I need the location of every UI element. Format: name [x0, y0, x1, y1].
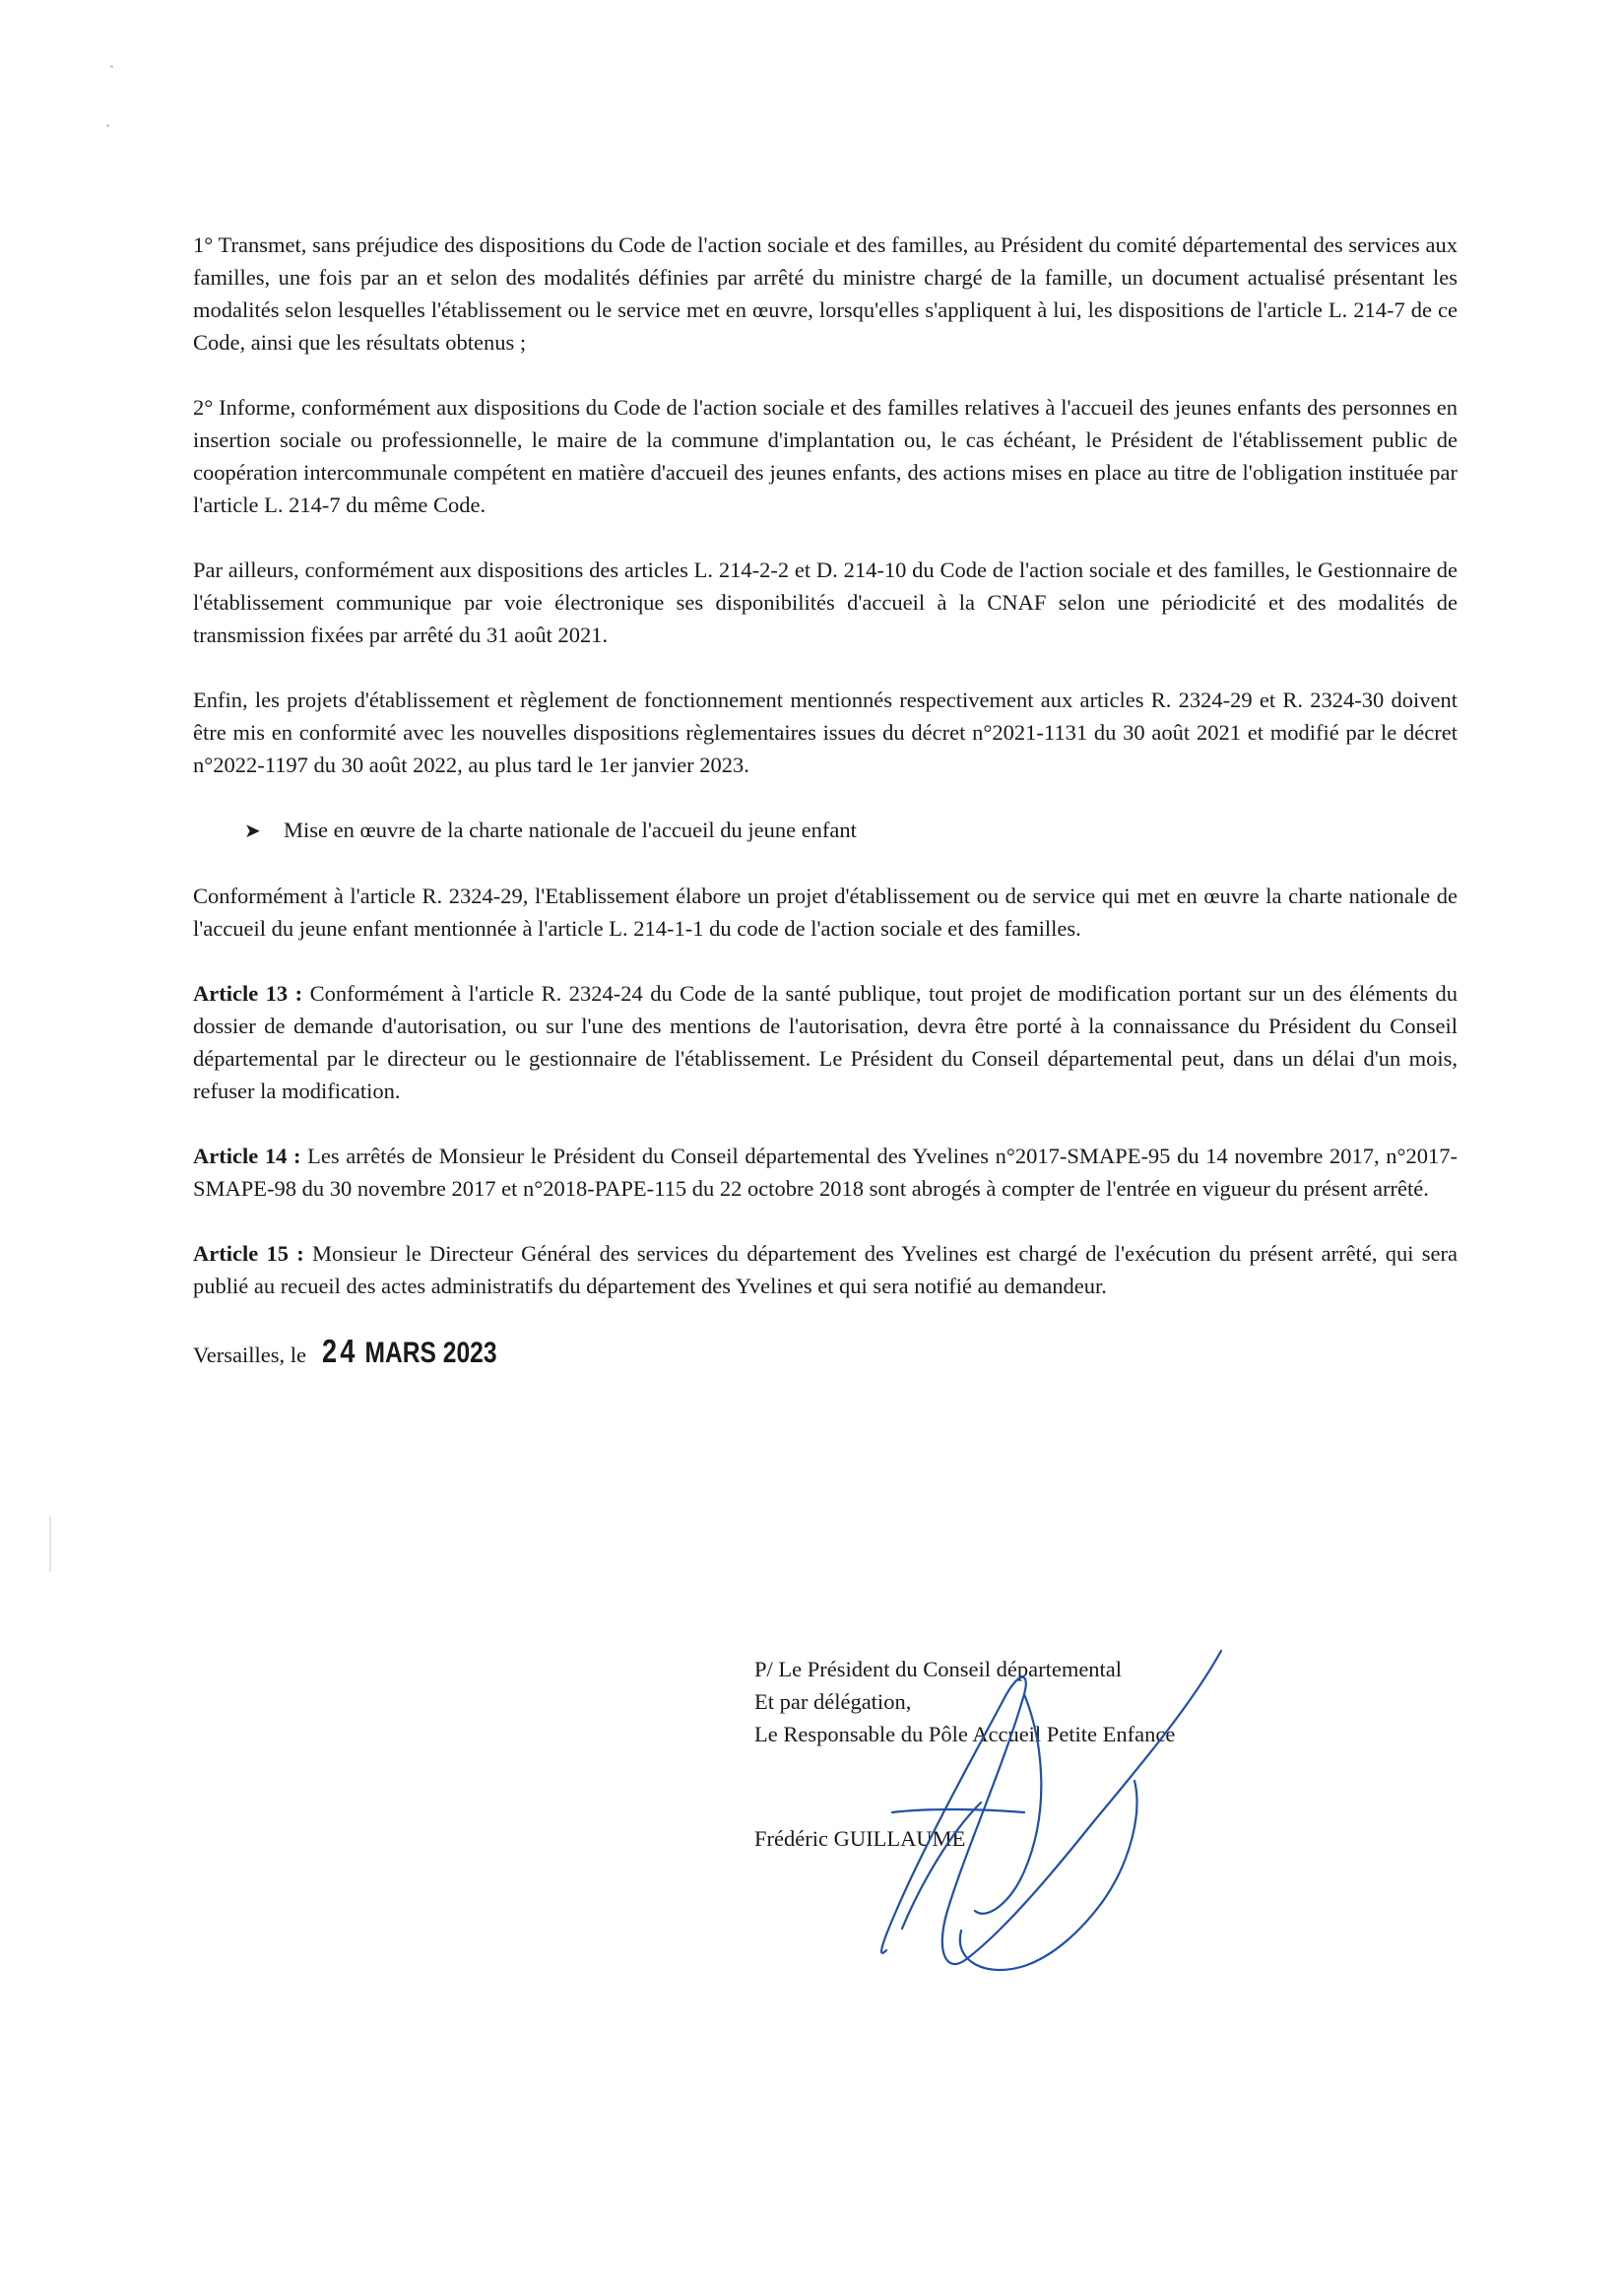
- bullet-charte: [193, 814, 1458, 847]
- arrow-bullet-icon: ➤: [244, 819, 261, 842]
- scan-margin-mark: [49, 1517, 51, 1572]
- date-stamp-day: 24: [321, 1333, 358, 1369]
- paragraph-cnaf: Par ailleurs, conformément aux dispositions des articles L. 214-2-2 et D. 214-10 du Code de l'action sociale et des familles, le Gestionnaire de l'établissement communique par voie électronique ses disponibilités d'accueil à la CNAF selon une périodicité et des modalités de transmission fixées par arrêté du 31 août 2021.: [193, 558, 1458, 647]
- signatory-line-3: Le Responsable du Pôle Accueil Petite Enfance: [754, 1722, 1176, 1746]
- article-text: Monsieur le Directeur Général des services du département des Yvelines est chargé de l'exécution du présent arrêté, qui sera publié au recueil des actes administratifs du département des Yvelines et qui sera notifié au demandeur.: [193, 1241, 1458, 1298]
- scan-speck: [106, 124, 109, 127]
- article-15: [193, 1237, 1458, 1302]
- article-text: Les arrêtés de Monsieur le Président du Conseil départemental des Yvelines n°2017-SMAPE-95 du 14 novembre 2017, n°2017-SMAPE-98 du 30 novembre 2017 et n°2018-PAPE-115 du 22 octobre 2018 sont abrogés à compter de l'entrée en vigueur du présent arrêté.: [193, 1144, 1458, 1201]
- article-label: Article 15 :: [193, 1241, 304, 1266]
- signatory-line-2: Et par délégation,: [754, 1689, 912, 1714]
- date-stamp-month-year: MARS 2023: [364, 1337, 497, 1369]
- signatory-name: Frédéric GUILLAUME: [754, 1826, 966, 1851]
- article-14: [193, 1140, 1458, 1205]
- date-prefix: Versailles, le: [193, 1343, 306, 1367]
- signatory-line-1: P/ Le Président du Conseil départemental: [754, 1657, 1123, 1681]
- paragraph-transmission: 1° Transmet, sans préjudice des dispositions du Code de l'action sociale et des familles, au Président du comité départemental des services aux familles, une fois par an et selon des modalités définies par arrêté du ministre chargé de la famille, un document actualisé présentant les modalités selon lesquelles l'établissement ou le service met en œuvre, lorsqu'elles s'appliquent à lui, les dispositions de l'article L. 214-7 de ce Code, ainsi que les résultats obtenus ;: [193, 232, 1458, 355]
- article-13: [193, 977, 1458, 1107]
- document-body: [193, 229, 1458, 1371]
- paragraph-conformity: Enfin, les projets d'établissement et règlement de fonctionnement mentionnés respectivement aux articles R. 2324-29 et R. 2324-30 doivent être mis en conformité avec les nouvelles dispositions règlementaires issues du décret n°2021-1131 du 30 août 2021 et modifié par le décret n°2022-1197 du 30 août 2022, au plus tard le 1er janvier 2023.: [193, 688, 1458, 777]
- bullet-text: Mise en œuvre de la charte nationale de l'accueil du jeune enfant: [284, 818, 857, 842]
- article-text: Conformément à l'article R. 2324-24 du Code de la santé publique, tout projet de modification portant sur un des éléments du dossier de demande d'autorisation, ou sur l'une des mentions de l'autorisation, devra être porté à la connaissance du Président du Conseil départemental par le directeur ou le gestionnaire de l'établissement. Le Président du Conseil départemental peut, dans un délai d'un mois, refuser la modification.: [193, 981, 1458, 1103]
- paragraph-charte: Conformément à l'article R. 2324-29, l'Etablissement élabore un projet d'établissement ou de service qui met en œuvre la charte nationale de l'accueil du jeune enfant mentionnée à l'article L. 214-1-1 du code de l'action sociale et des familles.: [193, 884, 1458, 941]
- scan-speck: [110, 65, 113, 68]
- paragraph-information: 2° Informe, conformément aux dispositions du Code de l'action sociale et des familles relatives à l'accueil des jeunes enfants des personnes en insertion sociale ou professionnelle, le maire de la commune d'implantation ou, le cas échéant, le Président de l'établissement public de coopération intercommunale compétent en matière d'accueil des jeunes enfants, des actions mises en place au titre de l'obligation instituée par l'article L. 214-7 du même Code.: [193, 395, 1458, 517]
- article-label: Article 13 :: [193, 981, 303, 1006]
- article-label: Article 14 :: [193, 1144, 301, 1168]
- date-line: [193, 1335, 1458, 1371]
- handwritten-signature-icon: [729, 1615, 1280, 1990]
- date-stamp: [322, 1335, 497, 1369]
